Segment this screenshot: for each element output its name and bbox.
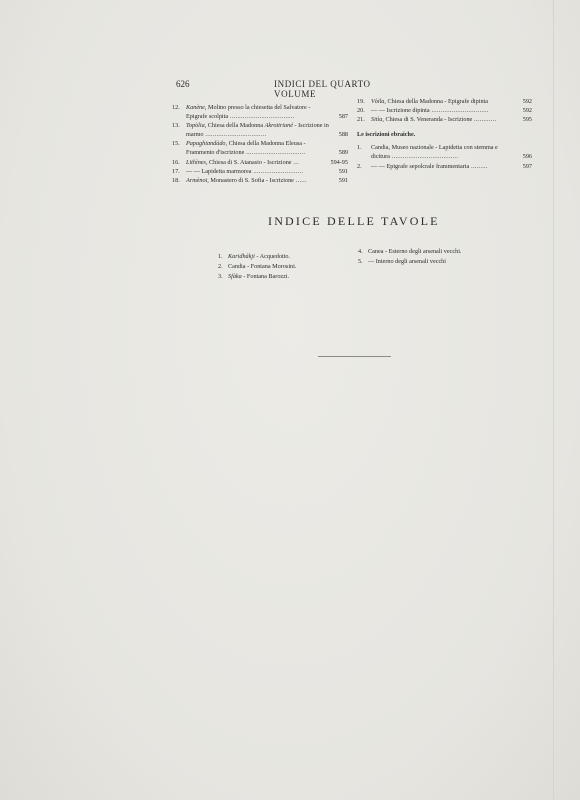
entry-number: 18.	[172, 176, 180, 184]
leader-dots: ...........................	[251, 167, 304, 175]
entry-description: Chiesa di S. Atanasio - Iscrizione	[207, 158, 292, 166]
plates-list-left	[218, 252, 348, 282]
entry-number: 1.	[357, 144, 362, 152]
entry-page-ref: 588	[338, 131, 348, 139]
entry-text	[371, 106, 532, 115]
closing-rule	[318, 356, 391, 357]
plates-list-right	[358, 247, 498, 267]
entry-place: Papaghiandàdo,	[186, 140, 228, 148]
entry-page-ref: 595	[522, 116, 532, 124]
plate-entry	[358, 247, 498, 257]
right-entries	[357, 97, 532, 124]
entry-page-ref: 591	[338, 176, 348, 184]
page-number: 626	[176, 79, 190, 89]
leader-dots: ............	[472, 116, 497, 124]
index-entry	[172, 176, 348, 185]
plate-description: - Acquedotto.	[254, 253, 291, 260]
entry-page-ref: 592	[522, 107, 532, 115]
index-entry	[172, 103, 348, 121]
leader-dots: .........	[469, 162, 488, 170]
entry-number: 12.	[172, 104, 180, 111]
index-entry	[172, 121, 348, 139]
entry-place: Kanène,	[186, 104, 207, 111]
index-entry	[172, 167, 348, 176]
entry-description: Chiesa della Madonna - Epigrafe dipinta	[385, 98, 489, 105]
entry-page-ref: 589	[338, 149, 348, 157]
entry-text	[186, 121, 348, 139]
entry-place: Topòlia,	[186, 122, 207, 130]
running-title: INDICI DEL QUARTO VOLUME	[274, 79, 371, 99]
entry-text	[186, 139, 348, 157]
entry-text	[371, 97, 532, 106]
entry-text	[186, 167, 348, 176]
entry-page-ref: 591	[338, 167, 348, 175]
entry-text	[371, 115, 532, 124]
entry-page-ref: 594-95	[330, 158, 348, 166]
entry-number: 17.	[172, 167, 180, 175]
plate-number: 5.	[358, 258, 363, 265]
entry-description: Chiesa di S. Veneranda - Iscrizione	[383, 116, 473, 124]
entry-place: Akrotiriané	[264, 122, 293, 130]
entry-page-ref: 587	[338, 113, 348, 121]
plate-number: 2.	[218, 263, 223, 270]
plate-entry	[358, 257, 498, 267]
index-entry	[357, 115, 532, 124]
entry-text	[371, 162, 532, 171]
plate-number: 1.	[218, 253, 223, 260]
entry-place: Vòila,	[371, 98, 386, 105]
entry-place: Lithìnes,	[186, 158, 208, 166]
plate-description: - Fontana Barozzi.	[241, 273, 290, 280]
entry-number: 20.	[357, 107, 365, 115]
plate-entry	[218, 272, 348, 282]
entry-number: 21.	[357, 116, 365, 124]
entry-page-ref: 592	[522, 98, 532, 105]
entry-description: Candia, Museo nazionale - Lapidetta con stemma e dicitura	[371, 144, 498, 161]
entry-description: Chiesa della Madonna	[206, 122, 265, 130]
entry-description: Molino presso la chiesetta del Salvatore - Epigrafe scolpita	[186, 104, 311, 121]
entry-text	[186, 103, 348, 121]
entry-text	[371, 143, 532, 161]
leader-dots: ...............................	[429, 107, 489, 115]
entry-description: Monastero di S. Sofia - Iscrizione	[208, 176, 294, 184]
leader-dots: ....................................	[389, 153, 459, 161]
leader-dots: ................................	[244, 149, 306, 157]
entry-description: — — Epigrafe sepolcrale frammentaria	[371, 162, 470, 170]
leader-dots: ......	[293, 176, 307, 184]
index-entry	[172, 139, 348, 157]
index-entry	[172, 158, 348, 167]
plates-index-title: INDICE DELLE TAVOLE	[268, 214, 440, 228]
entry-text	[186, 158, 348, 167]
plate-number: 4.	[358, 248, 363, 255]
entry-description: — — Lapidetta marmorea	[186, 167, 252, 175]
plate-entry	[218, 252, 348, 262]
plate-entry	[218, 262, 348, 272]
plate-place: Karidhàkji	[228, 253, 255, 260]
entry-place: Armènoi,	[186, 176, 209, 184]
plate-number: 3.	[218, 273, 223, 280]
index-entry	[357, 162, 532, 171]
entry-number: 16.	[172, 158, 180, 166]
page-edge-line	[553, 0, 554, 800]
entry-text	[186, 176, 348, 185]
left-index-column	[172, 103, 348, 185]
entry-description: Chiesa della Madonna Eleusa - Frammento d'iscrizione	[186, 140, 306, 157]
entry-number: 15.	[172, 140, 180, 148]
entry-description: - Iscrizione in marmo	[186, 122, 329, 139]
leader-dots: ...................................	[228, 113, 295, 121]
entry-page-ref: 596	[522, 153, 532, 161]
entry-number: 19.	[357, 98, 365, 105]
entry-page-ref: 597	[522, 162, 532, 170]
hebrew-entries	[357, 143, 532, 170]
plate-description: Canea - Esterno degli arsenali vecchi.	[368, 248, 462, 255]
right-index-column	[357, 97, 532, 171]
plate-description: Candia - Fontana Morosini.	[228, 263, 297, 270]
leader-dots: .................................	[203, 131, 267, 139]
index-entry	[357, 143, 532, 161]
entry-number: 13.	[172, 122, 180, 130]
index-entry	[357, 97, 532, 106]
index-entry	[357, 106, 532, 115]
entry-description: — — Iscrizione dipinta	[371, 107, 430, 115]
entry-number: 2.	[357, 162, 362, 170]
leader-dots: ...	[291, 158, 299, 166]
entry-place: Sitìa,	[371, 116, 384, 124]
plate-place: Sfàka	[228, 273, 242, 280]
plate-description: — Interno degli arsenali vecchi	[368, 258, 446, 265]
hebrew-subheading: Le iscrizioni ebraiche.	[357, 131, 416, 139]
